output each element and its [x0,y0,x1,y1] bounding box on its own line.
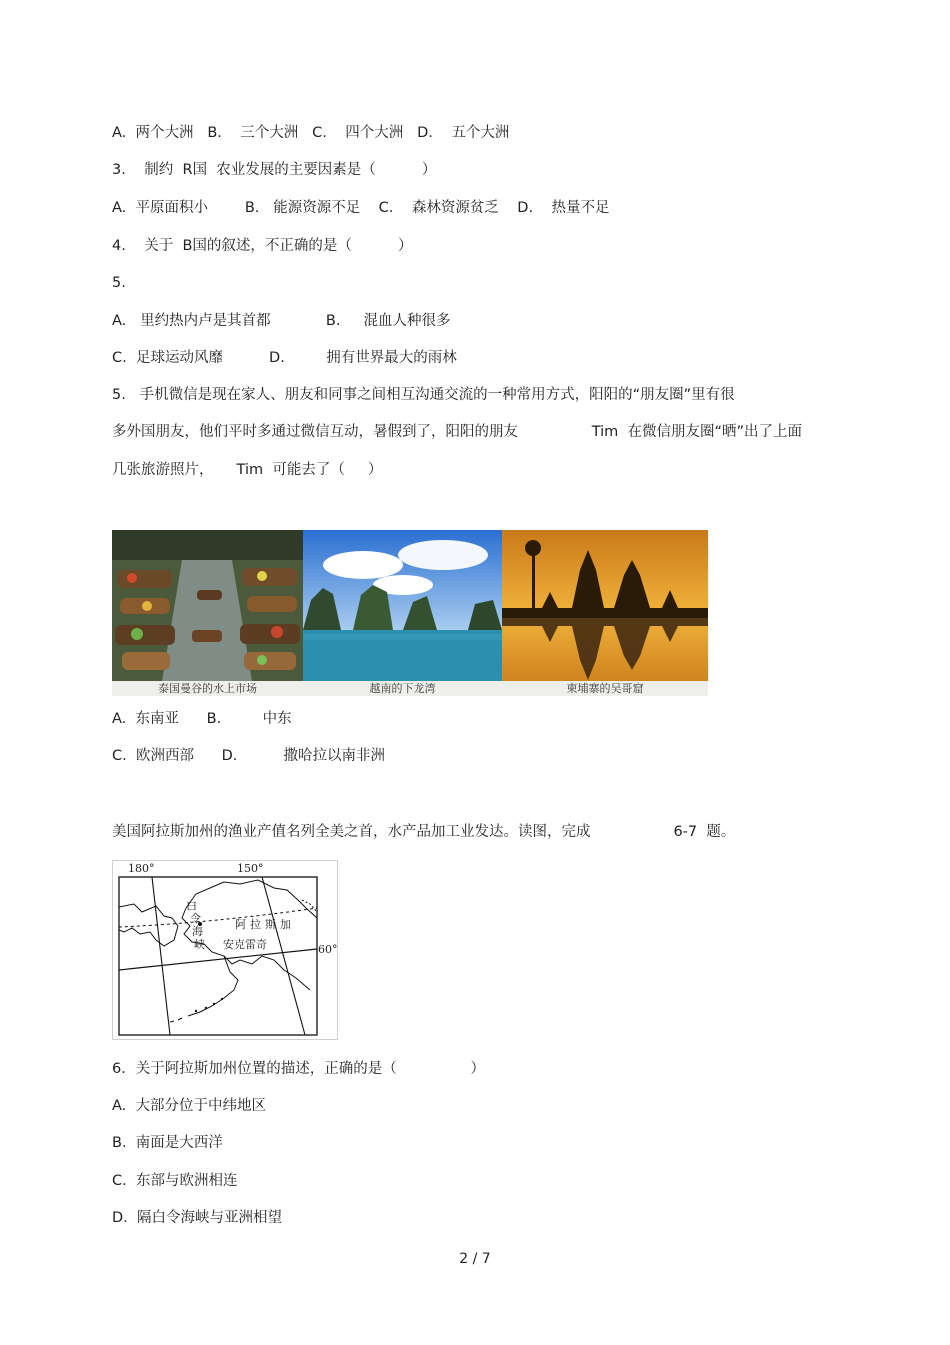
q6-question: 6．关于阿拉斯加州位置的描述，正确的是（ ） [112,1061,485,1077]
page-number: 2 / 7 [459,1251,491,1267]
map-label-180: 180° [128,862,155,875]
alaska-map [112,860,338,1040]
q2-options: A. 两个大洲 B. 三个大洲 C. 四个大洲 D. 五个大洲 [112,125,510,141]
map-label-60: 60° [318,943,338,956]
q4-options-ab: A. 里约热内卢是其首都 B. 混血人种很多 [112,313,451,329]
q6-option-d: D. 隔白令海峡与亚洲相望 [112,1210,282,1226]
photo-angkor-wat [502,530,708,696]
photo-caption: 柬埔寨的吴哥窟 [502,681,708,696]
q5-number-line: 5. [112,275,126,291]
q6-option-c: C. 东部与欧洲相连 [112,1173,238,1189]
q5-options-ab: A. 东南亚 B. 中东 [112,711,292,727]
photo-halong-bay [303,530,502,696]
map-strait-char: 令 [190,912,201,925]
q6-option-a: A. 大部分位于中纬地区 [112,1098,266,1114]
q5-question-line3: 几张旅游照片， Tim 可能去了（ ） [112,462,383,478]
q3-options: A. 平原面积小 B. 能源资源不足 C. 森林资源贫乏 D. 热量不足 [112,200,610,216]
map-label-alaska: 阿拉斯加 [235,918,295,931]
q5-question-line1: 5. 手机微信是现在家人、朋友和同事之间相互沟通交流的一种常用方式，阳阳的“朋友圈”里有很 [112,387,735,403]
alaska-intro: 美国阿拉斯加州的渔业产值名列全美之首，水产品加工业发达。读图，完成 6-7 题。 [112,824,736,840]
photo-floating-market [112,530,303,696]
photo-caption: 越南的下龙湾 [303,681,502,696]
q4-options-cd: C. 足球运动风靡 D. 拥有世界最大的雨林 [112,350,457,366]
travel-photos [112,530,708,696]
map-strait-char: 白 [186,899,197,912]
q5-options-cd: C. 欧洲西部 D. 撒哈拉以南非洲 [112,748,385,764]
q5-question-line2: 多外国朋友，他们平时多通过微信互动，暑假到了，阳阳的朋友 Tim 在微信朋友圈“晒”出了上面 [112,424,803,440]
map-label-anchorage: 安克雷奇 [223,938,267,951]
photo-caption: 泰国曼谷的水上市场 [112,681,303,696]
map-strait-char: 峡 [194,938,205,951]
q3-question: 3. 制约 R国 农业发展的主要因素是（ ） [112,162,437,178]
q4-question: 4. 关于 B国的叙述，不正确的是（ ） [112,238,413,254]
q6-option-b: B. 南面是大西洋 [112,1135,223,1151]
map-label-150: 150° [237,862,264,875]
map-strait-char: 海 [192,925,203,938]
